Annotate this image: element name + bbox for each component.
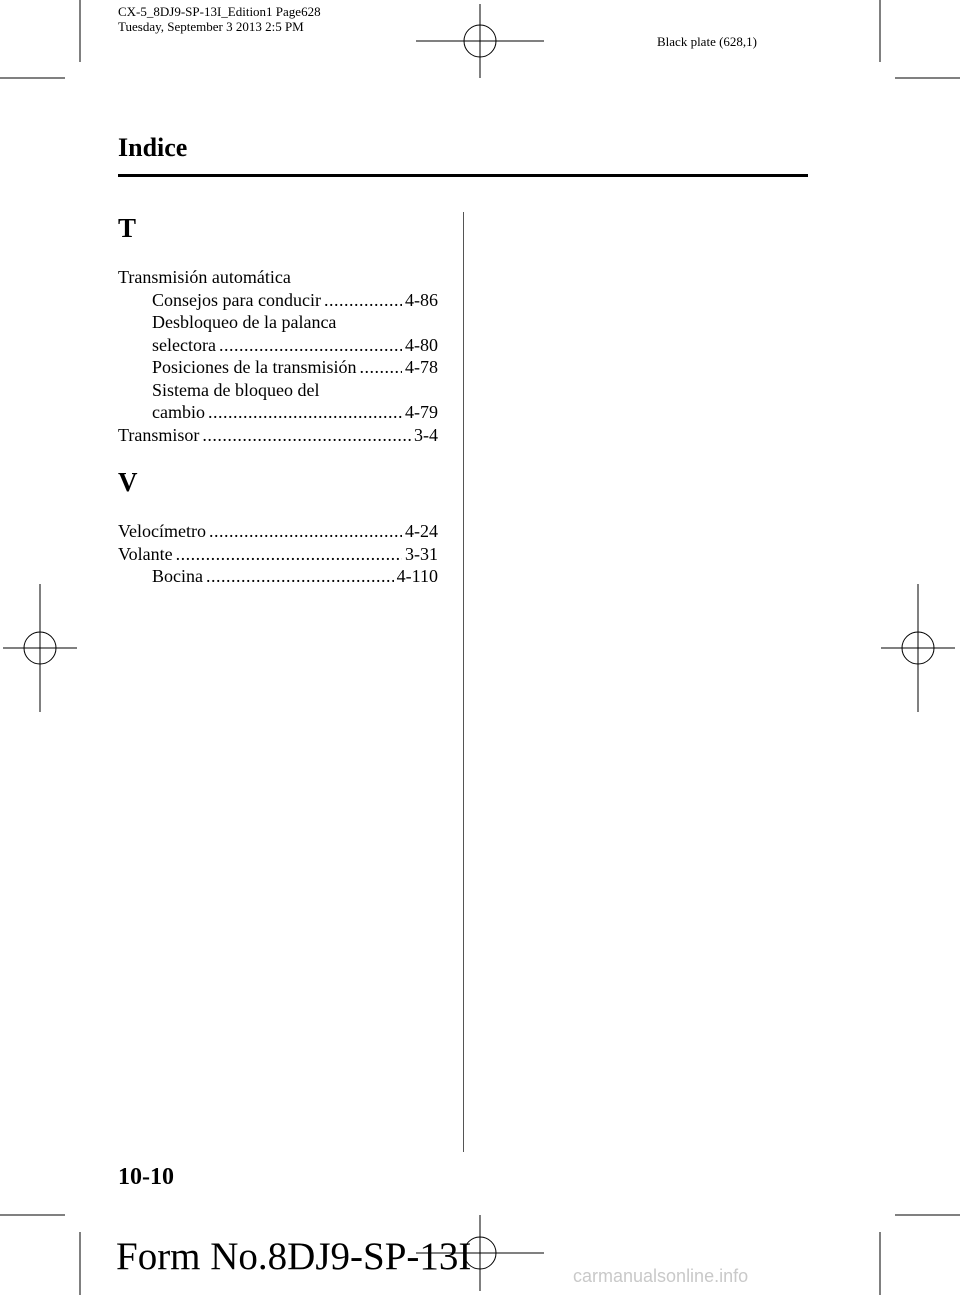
entry-page: 4-24	[405, 521, 438, 541]
entry-page: 4-78	[405, 357, 438, 377]
column-divider	[463, 212, 464, 1152]
page-number: 10-10	[118, 1164, 174, 1190]
section-title: Indice	[118, 133, 188, 162]
index-entry	[118, 311, 438, 334]
entry-page: 3-4	[414, 424, 438, 445]
entry-page: 4-79	[405, 402, 438, 422]
dot-leader	[324, 289, 402, 312]
index-entry	[118, 565, 438, 588]
entry-text: Velocímetro	[118, 521, 206, 541]
dot-leader	[359, 356, 402, 379]
print-slug-file: CX-5_8DJ9-SP-13I_Edition1 Page628	[118, 4, 321, 19]
print-slug-date: Tuesday, September 3 2013 2:5 PM	[118, 19, 304, 34]
dot-leader	[219, 334, 402, 357]
dot-leader	[202, 424, 411, 447]
entry-text: Consejos para conducir	[152, 289, 321, 310]
header-rule	[118, 174, 808, 177]
entry-text: Transmisor	[118, 424, 200, 445]
index-entry	[118, 401, 438, 424]
dot-leader	[209, 520, 402, 543]
index-entry	[118, 334, 438, 357]
form-number: Form No.8DJ9-SP-13I	[116, 1235, 472, 1278]
index-letter-v: V	[118, 467, 138, 497]
entry-text: Bocina	[152, 566, 203, 586]
index-entry	[118, 424, 438, 447]
dot-leader	[176, 543, 402, 566]
entry-text: Posiciones de la transmisión	[152, 357, 357, 377]
entry-text: Sistema de bloqueo del	[152, 379, 320, 400]
index-entry	[118, 379, 438, 402]
entry-text: Transmisión automática	[118, 267, 291, 287]
entry-page: 4-110	[396, 566, 438, 586]
index-entry	[118, 543, 438, 566]
entry-text: cambio	[152, 402, 205, 422]
plate-label: Black plate (628,1)	[657, 34, 757, 49]
index-column	[118, 212, 438, 588]
index-entry	[118, 289, 438, 312]
index-entry	[118, 266, 438, 289]
dot-leader	[206, 565, 394, 588]
watermark: carmanualsonline.info	[573, 1266, 749, 1286]
entry-text: selectora	[152, 334, 216, 355]
entry-page: 4-80	[405, 334, 438, 355]
entry-text: Volante	[118, 543, 173, 564]
entry-text: Desbloqueo de la palanca	[152, 312, 337, 332]
index-entry	[118, 356, 438, 379]
dot-leader	[208, 401, 402, 424]
entry-page: 4-86	[405, 289, 438, 310]
index-entry	[118, 520, 438, 543]
print-slug	[118, 4, 321, 34]
entry-page: 3-31	[405, 543, 438, 564]
index-letter-t: T	[118, 213, 137, 243]
